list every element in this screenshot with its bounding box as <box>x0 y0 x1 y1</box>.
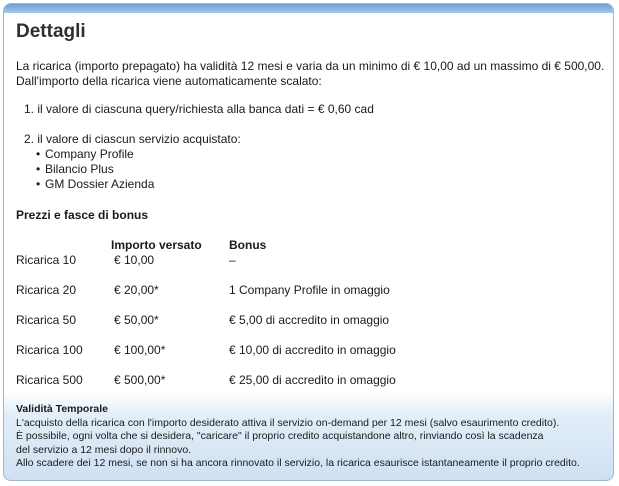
column-header-bonus: Bonus <box>229 238 267 252</box>
prices-heading: Prezzi e fasce di bonus <box>16 208 149 222</box>
row-amount: € 50,00* <box>114 313 159 327</box>
column-header-amount: Importo versato <box>111 238 202 252</box>
row-bonus: 1 Company Profile in omaggio <box>229 283 390 297</box>
validity-line: È possibile, ogni volta che si desidera, "caricare" il proprio credito acquistandone altro, rinviando così la scadenza <box>16 430 544 442</box>
row-amount: € 10,00 <box>114 253 155 267</box>
details-panel <box>3 3 614 481</box>
row-amount: € 100,00* <box>114 343 166 357</box>
row-amount: € 500,00* <box>114 373 166 387</box>
row-label: Ricarica 20 <box>16 283 77 297</box>
page-title: Dettagli <box>16 21 86 42</box>
list-item-service-cost: 2. il valore di ciascun servizio acquistato: <box>24 132 241 146</box>
row-label: Ricarica 500 <box>16 373 83 387</box>
validity-line: L'acquisto della ricarica con l'importo desiderato attiva il servizio on-demand per 12 mesi (salvo esaurimento credito). <box>16 416 560 429</box>
row-label: Ricarica 10 <box>16 253 77 267</box>
list-item: • GM Dossier Azienda <box>36 177 154 192</box>
row-bonus: € 25,00 di accredito in omaggio <box>229 373 396 387</box>
row-bonus: – <box>229 253 236 267</box>
list-item-query-cost: 1. il valore di ciascuna query/richiesta alla banca dati = € 0,60 cad <box>24 102 374 116</box>
row-amount: € 20,00* <box>114 283 159 297</box>
intro-line-1: La ricarica (importo prepagato) ha validità 12 mesi e varia da un minimo di € 10,00 ad un massimo di € 500,00. <box>16 59 605 73</box>
validity-line: del servizio a 12 mesi dopo il rinnovo. <box>16 443 192 456</box>
validity-section <box>16 403 580 471</box>
services-list <box>36 147 154 192</box>
list-item: • Company Profile <box>36 147 154 162</box>
validity-line: Allo scadere dei 12 mesi, se non si ha ancora rinnovato il servizio, la ricarica esaurisce istantaneamente il proprio credito. <box>16 457 580 469</box>
row-label: Ricarica 50 <box>16 313 77 327</box>
row-label: Ricarica 100 <box>16 343 83 357</box>
list-item: • Bilancio Plus <box>36 162 154 177</box>
validity-heading: Validità Temporale <box>16 403 109 415</box>
intro-line-2: Dall'importo della ricarica viene automaticamente scalato: <box>16 74 322 88</box>
row-bonus: € 5,00 di accredito in omaggio <box>229 313 390 327</box>
row-bonus: € 10,00 di accredito in omaggio <box>229 343 396 357</box>
panel-header-bar <box>4 4 613 13</box>
